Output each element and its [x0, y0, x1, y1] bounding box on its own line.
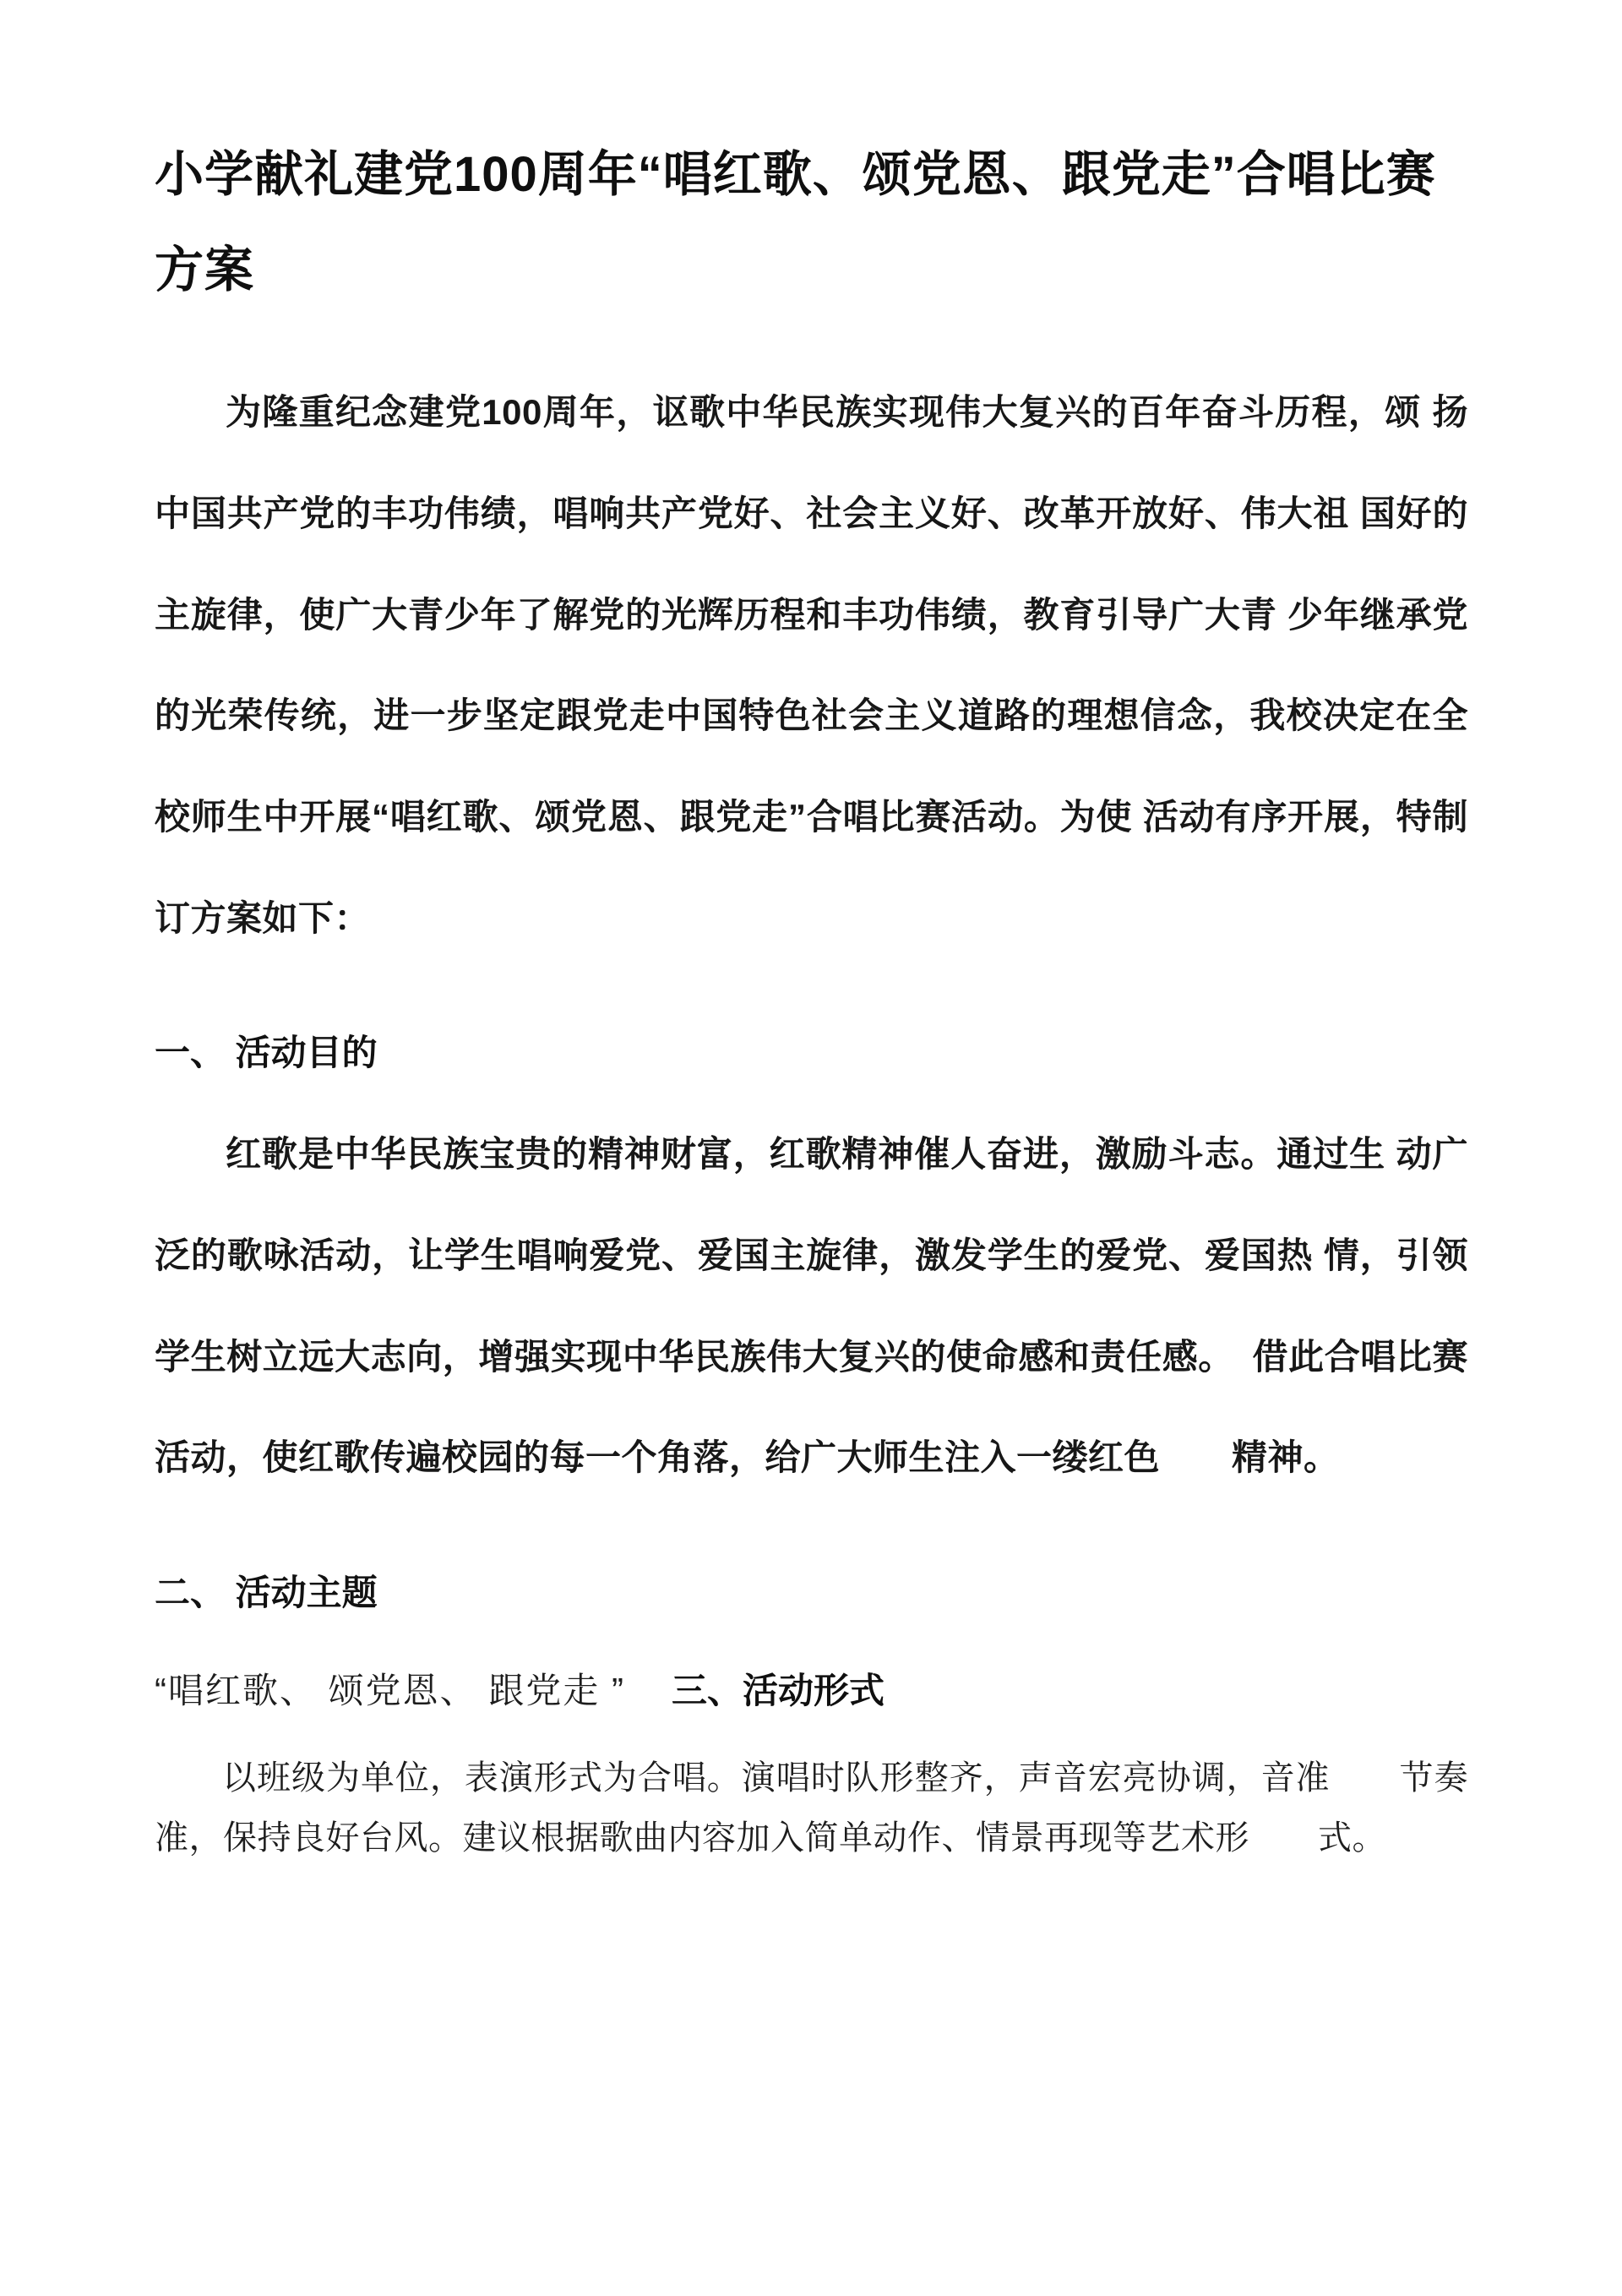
- document-title: 小学献礼建党100周年“唱红歌、颂党恩、跟党走”合唱比赛方案: [155, 147, 1436, 298]
- section-heading-format: 三、活动形式: [671, 1671, 884, 1711]
- aims-paragraph: 红歌是中华民族宝贵的精神财富，红歌精神催人奋进，激励斗志。通过生 动广泛的歌咏活动，让学生唱响爱党、爱国主旋律，激发学生的爱党、爱国热 情，引领学生树立远大志向，增强实现中华民族伟大复兴的使命感和责任感。 借此合唱比赛活动，使红歌传遍校园的每一个角落，给广大师生注入一缕红色 精神。: [155, 1134, 1468, 1478]
- theme-line: [155, 1657, 1468, 1725]
- format-paragraph: 以班级为单位，表演形式为合唱。演唱时队形整齐，声音宏亮协调，音准 节奏准，保持良好台风。建议根据歌曲内容加入简单动作、情景再现等艺术形 式。: [155, 1759, 1468, 1857]
- intro-paragraph: 为隆重纪念建党100周年，讴歌中华民族实现伟大复兴的百年奋斗历程，颂 扬中国共产党的丰功伟绩，唱响共产党好、社会主义好、改革开放好、伟大祖 国好的主旋律，使广大青少年了解党的光辉历程和丰功伟绩，教育引导广大青 少年继承党的光荣传统，进一步坚定跟党走中国特色社会主义道路的理想信念，我校决定在全校师生中开展“唱红歌、颂党恩、跟党走”合唱比赛活动。为使 活动有序开展，特制订方案如下：: [155, 392, 1468, 938]
- theme-text: “唱红歌、 颂党恩、 跟党走 ”: [155, 1671, 625, 1711]
- section-heading-aims: 一、 活动目的: [155, 1033, 378, 1073]
- section-heading-theme: 二、 活动主题: [155, 1573, 378, 1613]
